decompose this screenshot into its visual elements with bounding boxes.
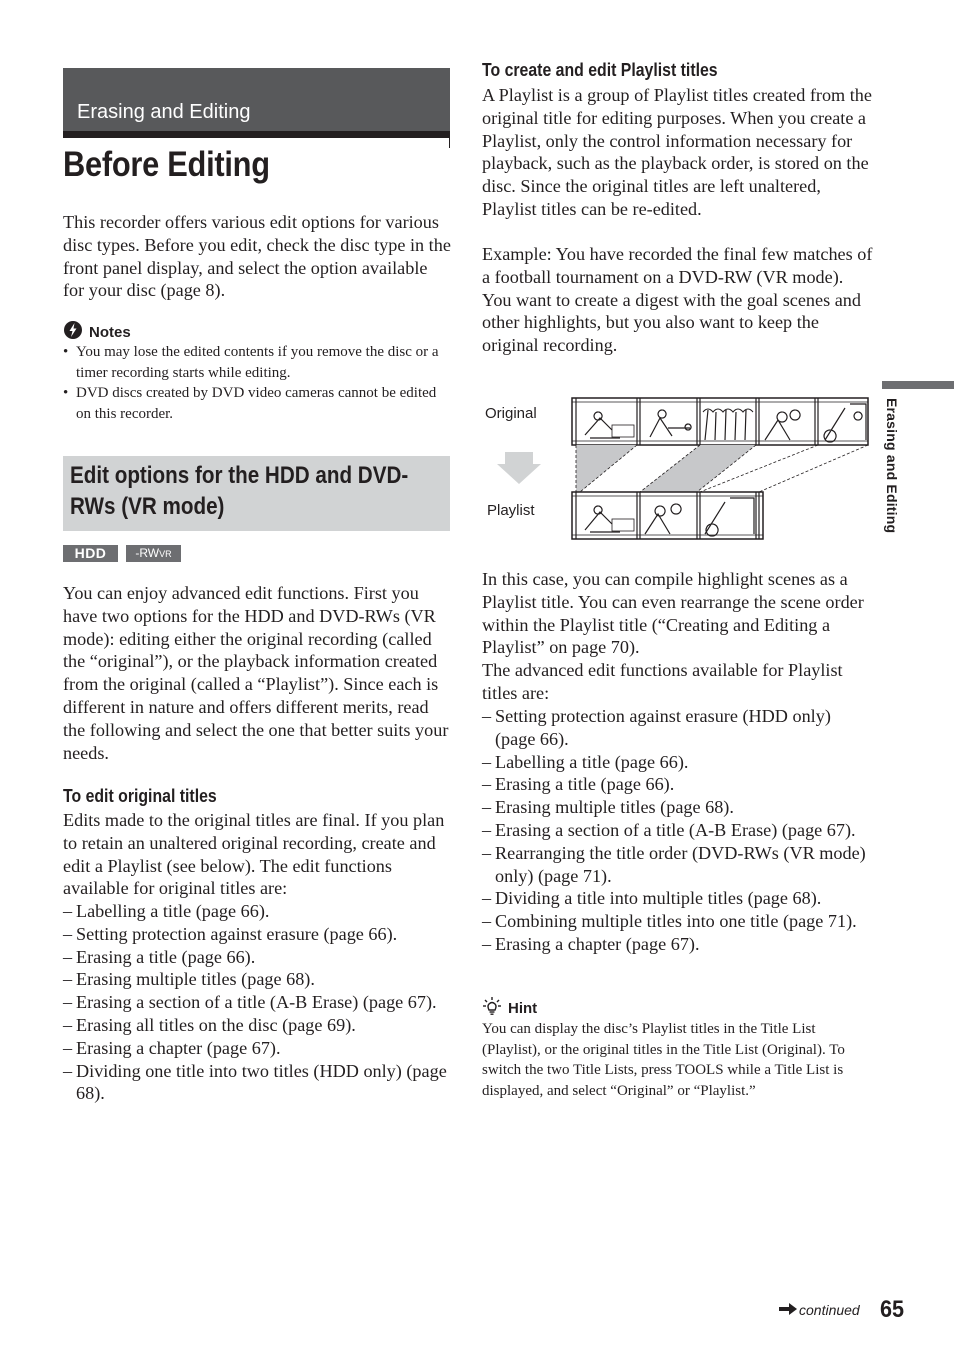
list-item: – Erasing a title (page 66). bbox=[63, 946, 455, 969]
note-item: • You may lose the edited contents if you remove the disc or a timer recording starts while editing. bbox=[63, 342, 451, 383]
original-titles-heading: To edit original titles bbox=[63, 786, 217, 806]
notes-heading bbox=[63, 321, 131, 343]
original-filmstrip bbox=[572, 398, 868, 445]
edit-options-paragraph: You can enjoy advanced edit functions. First you have two options for the HDD and DVD-RWs (VR mode): editing either the original recording (called the “original”), or the playback information created from the original (called a “Playlist”). Since each is different in nature and offers different merits, read the following and select the one that better suits your needs. bbox=[63, 583, 449, 763]
list-item: – Erasing all titles on the disc (page 69). bbox=[63, 1014, 455, 1037]
hint-lightbulb-icon bbox=[482, 996, 502, 1021]
list-item: – Erasing multiple titles (page 68). bbox=[482, 796, 874, 819]
list-item: – Erasing a chapter (page 67). bbox=[63, 1037, 455, 1060]
section-title: Erasing and Editing bbox=[77, 101, 251, 123]
diagram-original-label: Original bbox=[485, 405, 537, 422]
dvd-rw-vr-badge bbox=[126, 545, 181, 562]
down-arrow-icon bbox=[497, 452, 541, 484]
list-item: – Rearranging the title order (DVD-RWs (VR mode) only) (page 71). bbox=[482, 842, 874, 888]
list-item: – Dividing one title into two titles (HDD only) (page 68). bbox=[63, 1060, 455, 1106]
notes-list bbox=[63, 342, 451, 424]
playlist-functions-list bbox=[482, 705, 874, 956]
note-item: • DVD discs created by DVD video cameras cannot be edited on this recorder. bbox=[63, 383, 451, 424]
section-header-tick bbox=[449, 138, 450, 148]
list-item: – Labelling a title (page 66). bbox=[482, 751, 874, 774]
list-item: – Erasing a section of a title (A-B Erase) (page 67). bbox=[482, 819, 874, 842]
edit-options-heading: Edit options for the HDD and DVD-RWs (VR mode) bbox=[70, 462, 409, 520]
page-title: Before Editing bbox=[63, 145, 270, 184]
hint-heading bbox=[482, 997, 537, 1019]
hdd-badge: HDD bbox=[63, 545, 118, 562]
playlist-filmstrip bbox=[572, 492, 763, 539]
playlist-titles-heading: To create and edit Playlist titles bbox=[482, 60, 718, 80]
rw-badge-main: -RW bbox=[135, 546, 160, 560]
hint-heading-label: Hint bbox=[508, 999, 538, 1017]
list-item: – Erasing a title (page 66). bbox=[482, 773, 874, 796]
diagram-playlist-label: Playlist bbox=[487, 502, 535, 519]
section-header-rule bbox=[63, 131, 450, 138]
continued-label: continued bbox=[799, 1302, 860, 1318]
example-paragraph: Example: You have recorded the final few matches of a football tournament on a DVD-RW (VR mode). You want to create a digest with the goal scenes and other highlights, but you also want to keep the original recording. bbox=[482, 244, 873, 356]
list-item: – Erasing multiple titles (page 68). bbox=[63, 968, 455, 991]
notes-icon bbox=[63, 320, 83, 345]
list-item: – Setting protection against erasure (page 66). bbox=[63, 923, 455, 946]
list-item: – Erasing a section of a title (A-B Erase) (page 67). bbox=[63, 991, 455, 1014]
list-item: – Combining multiple titles into one title (page 71). bbox=[482, 910, 874, 933]
mapping-lines bbox=[576, 445, 868, 492]
list-item: – Setting protection against erasure (HDD only) (page 66). bbox=[482, 705, 874, 751]
side-tab-label: Erasing and Editing bbox=[884, 398, 900, 534]
side-tab-bar bbox=[882, 381, 954, 389]
rw-badge-sub: VR bbox=[159, 549, 172, 559]
list-item: – Dividing a title into multiple titles (page 68). bbox=[482, 887, 874, 910]
case-paragraph: In this case, you can compile highlight scenes as a Playlist title. You can even rearrange the scene order within the Playlist title (“Creating and Editing a Playlist” on page 70). bbox=[482, 569, 864, 658]
playlist-diagram bbox=[480, 395, 872, 545]
list-item: – Erasing a chapter (page 67). bbox=[482, 933, 874, 956]
page-number: 65 bbox=[880, 1296, 905, 1323]
continued-indicator bbox=[779, 1302, 860, 1318]
playlist-titles-paragraph: A Playlist is a group of Playlist titles created from the original title for editing purposes. When you create a Playlist, only the control information necessary for playback, such as the playback order, is stored on the disc. Since the original titles are left unaltered, Playlist titles can be re-edited. bbox=[482, 85, 872, 219]
original-titles-paragraph: Edits made to the original titles are final. If you plan to retain an unaltered original recording, create and edit a Playlist (see below). The edit functions available for original titles are: bbox=[63, 810, 445, 899]
advanced-functions-intro: The advanced edit functions available for Playlist titles are: bbox=[482, 660, 843, 703]
list-item: – Labelling a title (page 66). bbox=[63, 900, 455, 923]
hint-paragraph: You can display the disc’s Playlist titles in the Title List (Playlist), or the original titles in the Title List (Original). To switch the two Title Lists, press TOOLS while a Title List is displayed, and select “Original” or “Playlist.” bbox=[482, 1021, 845, 1099]
notes-heading-label: Notes bbox=[89, 323, 131, 341]
original-titles-list bbox=[63, 900, 455, 1105]
arrow-right-icon bbox=[779, 1302, 797, 1318]
intro-paragraph: This recorder offers various edit options for various disc types. Before you edit, check the disc type in the front panel display, and select the option available for your disc (page 8). bbox=[63, 212, 451, 301]
